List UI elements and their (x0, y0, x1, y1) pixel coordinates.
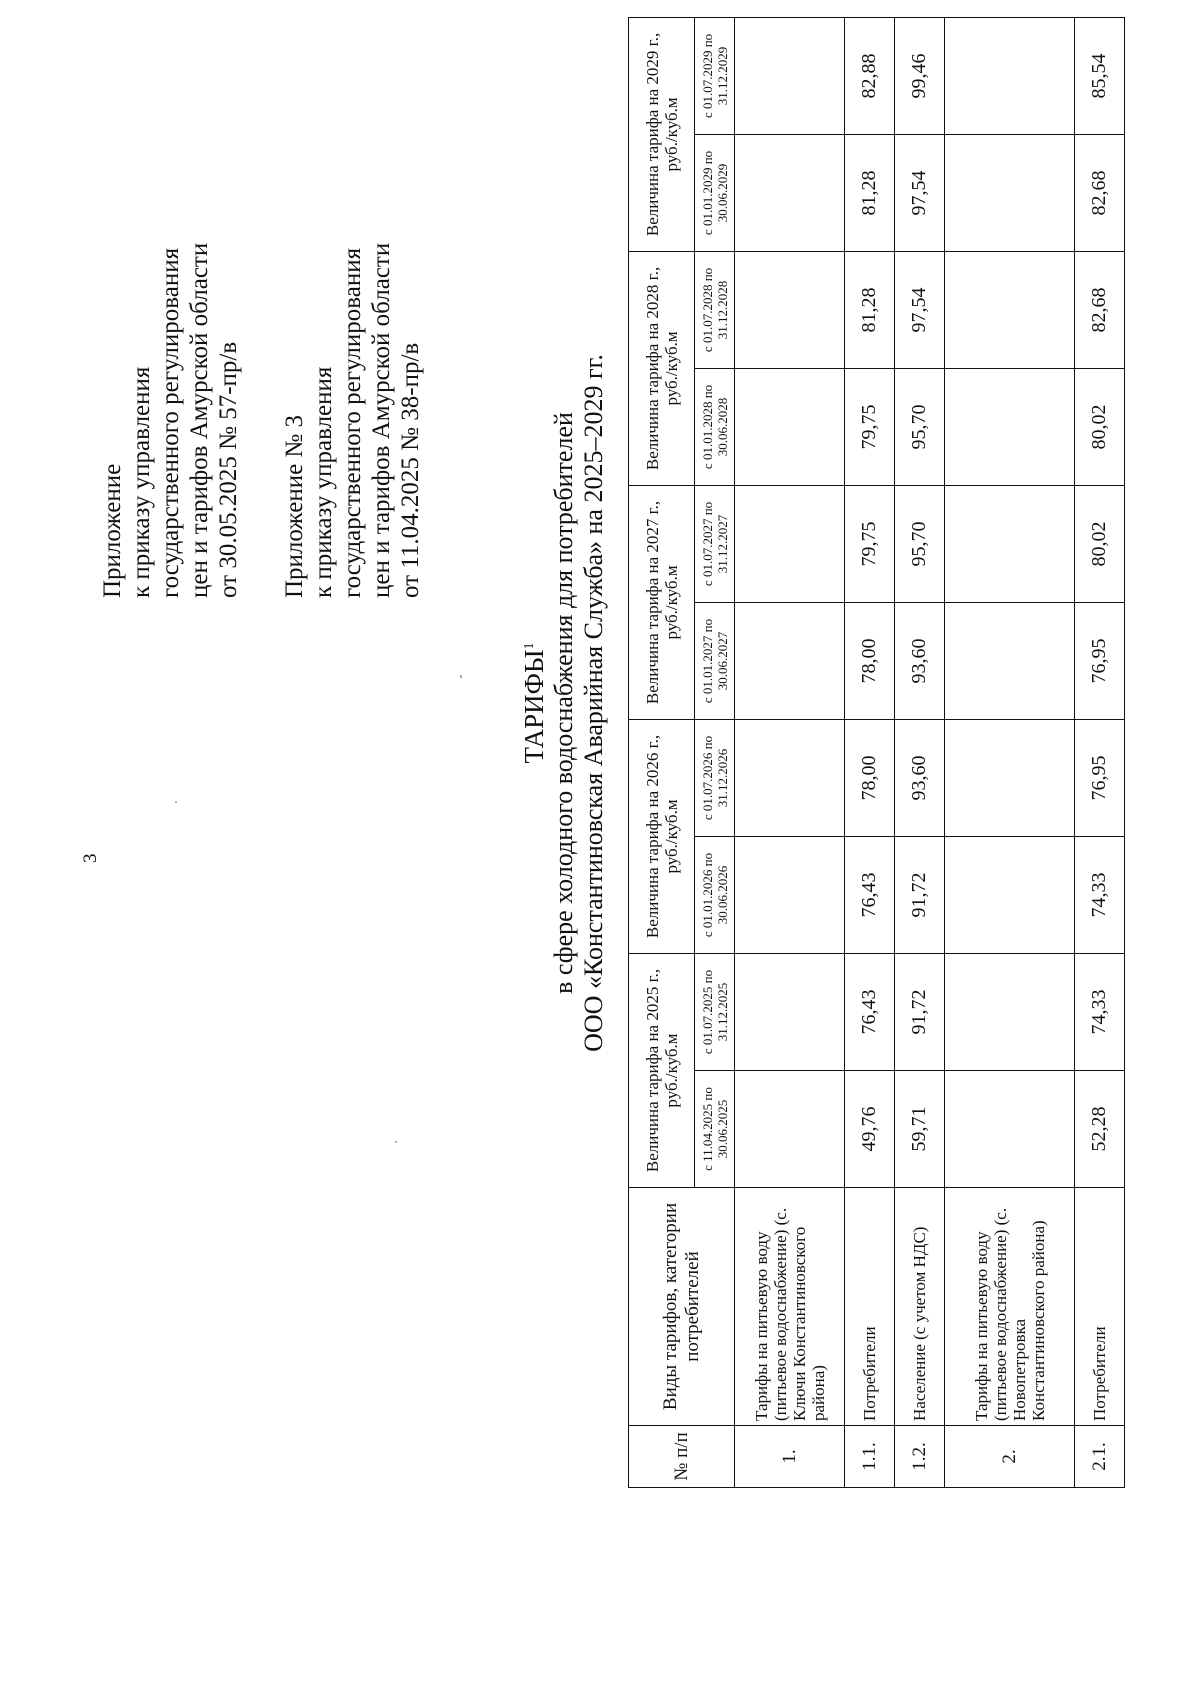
tariffs-table (628, 17, 1125, 1488)
row-num: 1.2. (895, 1426, 945, 1488)
value-cell: 85,54 (1075, 17, 1125, 134)
appendix-current-line: от 30.05.2025 № 57-пр/в (215, 341, 242, 598)
value-cell: 81,28 (845, 251, 895, 368)
value-cell: 76,43 (845, 953, 895, 1070)
header-year-2027: Величина тарифа на 2027 г., руб./куб.м (629, 485, 695, 719)
value-cell (945, 602, 1075, 719)
row-name: Тарифы на питьевую воду (питьевое водоснабжение) (с. Новопетровка Константиновского района) (945, 1188, 1075, 1426)
value-cell (735, 953, 845, 1070)
appendix-current-line: к приказу управления (128, 366, 155, 598)
appendix-previous-line: от 11.04.2025 № 38-пр/в (397, 342, 424, 598)
title-line-2: в сфере холодного водоснабжения для потребителей (549, 412, 578, 994)
value-cell: 76,95 (1075, 719, 1125, 836)
value-cell: 74,33 (1075, 953, 1125, 1070)
header-name: Виды тарифов, категории потребителей (629, 1188, 735, 1426)
header-period: с 01.01.2028 по 30.06.2028 (695, 368, 735, 485)
value-cell: 74,33 (1075, 836, 1125, 953)
appendix-current-line: цен и тарифов Амурской области (186, 242, 213, 598)
header-year-2026: Величина тарифа на 2026 г., руб./куб.м (629, 719, 695, 953)
row-num: 2. (945, 1426, 1075, 1488)
page-number: 3 (80, 853, 101, 863)
value-cell (945, 134, 1075, 251)
table-row (895, 17, 945, 1487)
value-cell (945, 719, 1075, 836)
value-cell: 99,46 (895, 17, 945, 134)
title-main-text: ТАРИФЫ (519, 649, 549, 764)
appendix-current-line: Приложение (99, 463, 126, 598)
value-cell: 97,54 (895, 251, 945, 368)
value-cell: 82,68 (1075, 251, 1125, 368)
appendix-current (98, 243, 243, 598)
appendix-previous (280, 243, 425, 598)
value-cell (735, 17, 845, 134)
table-row (1075, 17, 1125, 1487)
value-cell: 79,75 (845, 485, 895, 602)
header-row-years (629, 17, 695, 1487)
row-num: 1.1. (845, 1426, 895, 1488)
value-cell (945, 1071, 1075, 1188)
value-cell: 97,54 (895, 134, 945, 251)
row-num: 1. (735, 1426, 845, 1488)
value-cell: 81,28 (845, 134, 895, 251)
header-period: с 11.04.2025 по 30.06.2025 (695, 1071, 735, 1188)
header-period: с 01.07.2025 по 31.12.2025 (695, 953, 735, 1070)
header-year-2029: Величина тарифа на 2029 г., руб./куб.м (629, 17, 695, 251)
value-cell (945, 836, 1075, 953)
header-period: с 01.01.2027 по 30.06.2027 (695, 602, 735, 719)
value-cell: 49,76 (845, 1071, 895, 1188)
header-num: № п/п (629, 1426, 735, 1488)
value-cell (735, 134, 845, 251)
value-cell (735, 485, 845, 602)
value-cell: 78,00 (845, 602, 895, 719)
value-cell: 93,60 (895, 719, 945, 836)
appendix-current-line: государственного регулирования (157, 247, 184, 598)
value-cell (945, 953, 1075, 1070)
appendix-previous-line: государственного регулирования (339, 247, 366, 598)
value-cell: 82,68 (1075, 134, 1125, 251)
header-period: с 01.07.2027 по 31.12.2027 (695, 485, 735, 602)
value-cell (735, 719, 845, 836)
row-name: Потребители (845, 1188, 895, 1426)
row-name: Потребители (1075, 1188, 1125, 1426)
appendix-previous-line: цен и тарифов Амурской области (368, 242, 395, 598)
value-cell: 91,72 (895, 836, 945, 953)
value-cell: 91,72 (895, 953, 945, 1070)
header-year-2025: Величина тарифа на 2025 г., руб./куб.м (629, 953, 695, 1187)
value-cell: 80,02 (1075, 368, 1125, 485)
scan-speck (460, 675, 462, 678)
document-title (515, 183, 609, 1223)
header-period: с 01.01.2026 по 30.06.2026 (695, 836, 735, 953)
value-cell (735, 602, 845, 719)
header-period: с 01.07.2026 по 31.12.2026 (695, 719, 735, 836)
header-period: с 01.07.2028 по 31.12.2028 (695, 251, 735, 368)
header-period: с 01.01.2029 по 30.06.2029 (695, 134, 735, 251)
table-row (735, 17, 845, 1487)
value-cell (945, 251, 1075, 368)
value-cell: 82,88 (845, 17, 895, 134)
value-cell (735, 1071, 845, 1188)
value-cell (735, 251, 845, 368)
value-cell (735, 836, 845, 953)
appendix-previous-line: Приложение № 3 (281, 414, 308, 598)
value-cell (735, 368, 845, 485)
value-cell: 59,71 (895, 1071, 945, 1188)
value-cell: 95,70 (895, 485, 945, 602)
row-num: 2.1. (1075, 1426, 1125, 1488)
row-name: Тарифы на питьевую воду (питьевое водоснабжение) (с. Ключи Константиновского района) (735, 1188, 845, 1426)
appendix-previous-line: к приказу управления (310, 366, 337, 598)
title-line-3: ООО «Константиновская Аварийная Служба» на 2025–2029 гг. (579, 354, 608, 1052)
value-cell: 95,70 (895, 368, 945, 485)
header-period: с 01.07.2029 по 31.12.2029 (695, 17, 735, 134)
footnote-mark: 1 (522, 642, 537, 650)
value-cell: 78,00 (845, 719, 895, 836)
value-cell: 80,02 (1075, 485, 1125, 602)
value-cell (945, 17, 1075, 134)
value-cell (945, 368, 1075, 485)
value-cell: 76,95 (1075, 602, 1125, 719)
table-row (845, 17, 895, 1487)
header-year-2028: Величина тарифа на 2028 г., руб./куб.м (629, 251, 695, 485)
value-cell: 93,60 (895, 602, 945, 719)
value-cell (945, 485, 1075, 602)
scan-speck (175, 801, 177, 803)
title-main (515, 183, 549, 1223)
table-row (945, 17, 1075, 1487)
row-name: Население (с учетом НДС) (895, 1188, 945, 1426)
value-cell: 76,43 (845, 836, 895, 953)
value-cell: 79,75 (845, 368, 895, 485)
value-cell: 52,28 (1075, 1071, 1125, 1188)
scan-speck (395, 1141, 397, 1143)
